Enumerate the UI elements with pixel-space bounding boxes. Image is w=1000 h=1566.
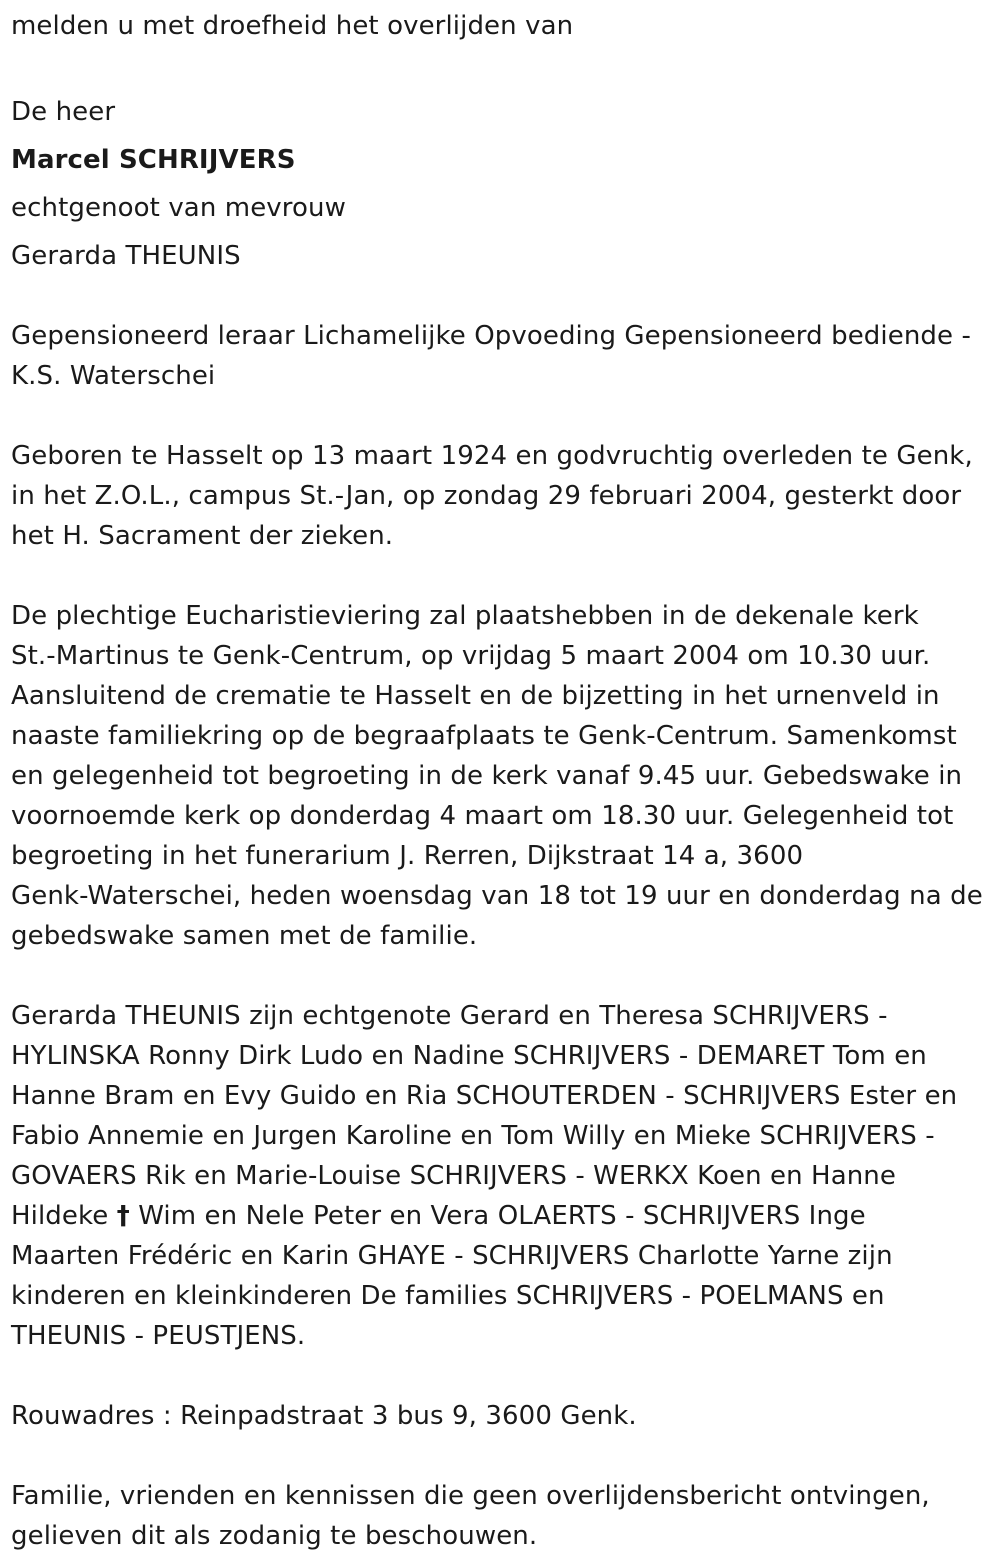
family-line: Maarten Frédéric en Karin GHAYE - SCHRIJVERS Charlotte Yarne zijn: [11, 1241, 893, 1271]
ceremony-line: St.-Martinus te Genk-Centrum, op vrijdag 5 maart 2004 om 10.30 uur.: [11, 641, 931, 671]
deceased-name: Marcel SCHRIJVERS: [11, 145, 296, 175]
spacer: [11, 956, 996, 996]
profession-line: K.S. Waterschei: [11, 361, 216, 391]
birth-death-paragraph: [11, 436, 996, 556]
family-names-after-cross: Wim en Nele Peter en Vera OLAERTS - SCHRIJVERS Inge: [138, 1201, 866, 1231]
family-line: GOVAERS Rik en Marie-Louise SCHRIJVERS - WERKX Koen en Hanne: [11, 1161, 896, 1191]
mourning-address: Rouwadres : Reinpadstraat 3 bus 9, 3600 Genk.: [11, 1401, 637, 1431]
family-name-before-cross: Hildeke: [11, 1201, 109, 1231]
birth-death-line: het H. Sacrament der zieken.: [11, 521, 394, 551]
family-line: Gerarda THEUNIS zijn echtgenote Gerard en Theresa SCHRIJVERS -: [11, 1001, 888, 1031]
death-notice: [11, 0, 996, 1556]
spacer: [11, 1436, 996, 1476]
ceremony-line: De plechtige Eucharistieviering zal plaatshebben in de dekenale kerk: [11, 601, 919, 631]
closing-paragraph: [11, 1476, 996, 1556]
spacer: [11, 46, 996, 86]
spouse-name: Gerarda THEUNIS: [11, 241, 241, 271]
family-line: Fabio Annemie en Jurgen Karoline en Tom Willy en Mieke SCHRIJVERS -: [11, 1121, 935, 1151]
intro-text: melden u met droefheid het overlijden van: [11, 11, 574, 41]
ceremony-line: Aansluitend de crematie te Hasselt en de bijzetting in het urnenveld in: [11, 681, 940, 711]
spacer: [11, 556, 996, 596]
family-line-with-cross: [11, 1196, 996, 1236]
family-line: HYLINSKA Ronny Dirk Ludo en Nadine SCHRIJVERS - DEMARET Tom en: [11, 1041, 927, 1071]
cross-icon: †: [116, 1201, 130, 1231]
family-line: THEUNIS - PEUSTJENS.: [11, 1321, 306, 1351]
spacer: [11, 396, 996, 436]
closing-line: gelieven dit als zodanig te beschouwen.: [11, 1521, 538, 1551]
family-line: kinderen en kleinkinderen De families SCHRIJVERS - POELMANS en: [11, 1281, 885, 1311]
ceremony-line: gebedswake samen met de familie.: [11, 921, 478, 951]
ceremony-paragraph: [11, 596, 996, 956]
ceremony-line: begroeting in het funerarium J. Rerren, Dijkstraat 14 a, 3600: [11, 841, 804, 871]
birth-death-line: in het Z.O.L., campus St.-Jan, op zondag 29 februari 2004, gesterkt door: [11, 481, 962, 511]
ceremony-line: Genk-Waterschei, heden woensdag van 18 tot 19 uur en donderdag na de: [11, 881, 983, 911]
family-line: Hanne Bram en Evy Guido en Ria SCHOUTERDEN - SCHRIJVERS Ester en: [11, 1081, 958, 1111]
profession-line: Gepensioneerd leraar Lichamelijke Opvoeding Gepensioneerd bediende -: [11, 321, 971, 351]
spacer: [11, 1356, 996, 1396]
ceremony-line: en gelegenheid tot begroeting in de kerk vanaf 9.45 uur. Gebedswake in: [11, 761, 963, 791]
birth-death-line: Geboren te Hasselt op 13 maart 1924 en godvruchtig overleden te Genk,: [11, 441, 973, 471]
spacer: [11, 276, 996, 316]
ceremony-line: voornoemde kerk op donderdag 4 maart om 18.30 uur. Gelegenheid tot: [11, 801, 954, 831]
family-paragraph: [11, 996, 996, 1356]
closing-line: Familie, vrienden en kennissen die geen overlijdensbericht ontvingen,: [11, 1481, 930, 1511]
spouse-label: echtgenoot van mevrouw: [11, 193, 346, 223]
deceased-title: De heer: [11, 97, 116, 127]
ceremony-line: naaste familiekring op de begraafplaats te Genk-Centrum. Samenkomst: [11, 721, 957, 751]
profession-paragraph: [11, 316, 996, 396]
